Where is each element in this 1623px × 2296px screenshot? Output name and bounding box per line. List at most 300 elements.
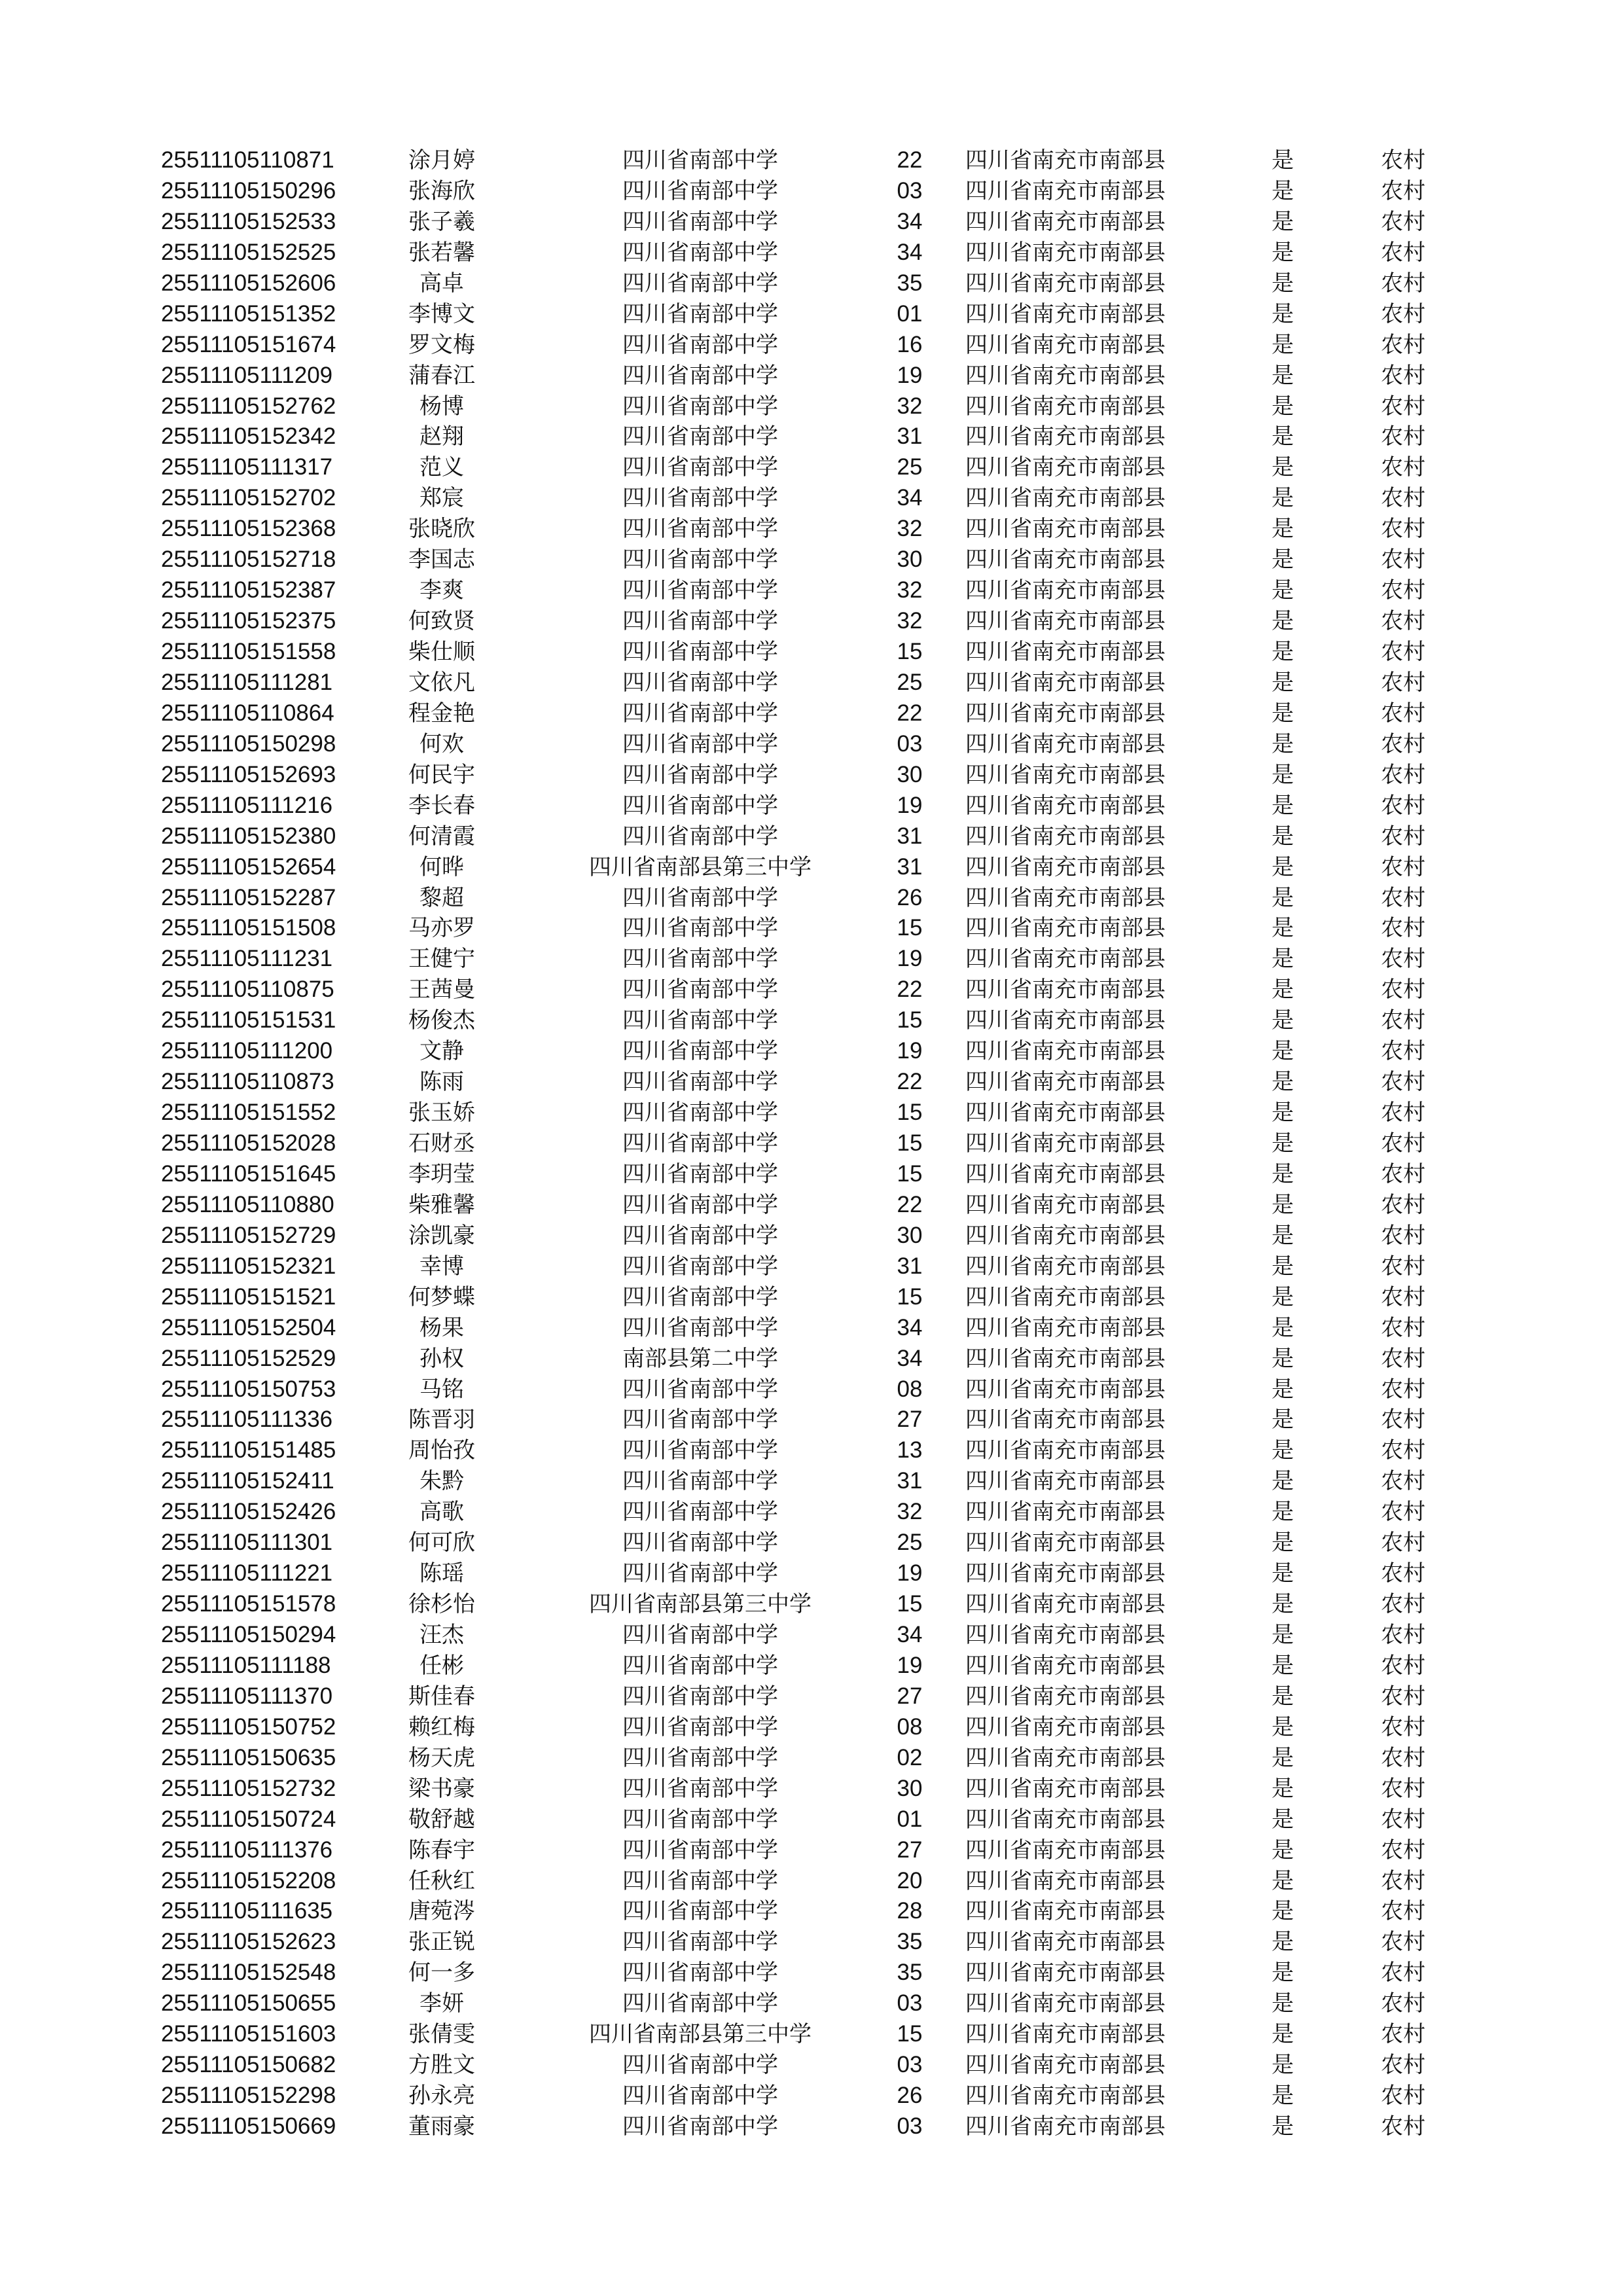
- status-cell: 是: [1272, 792, 1294, 819]
- status-cell: 是: [1272, 2021, 1294, 2048]
- table-row: [0, 330, 1623, 361]
- address-cell: 四川省南充市南部县: [965, 977, 1166, 1003]
- student-name-cell: 何梦蝶: [408, 1283, 475, 1310]
- class-cell: 22: [897, 1191, 923, 1217]
- household-type-cell: 农村: [1381, 1407, 1425, 1433]
- table-row: [0, 514, 1623, 545]
- school-cell: 四川省南部中学: [622, 1283, 778, 1310]
- class-cell: 34: [897, 1345, 923, 1371]
- class-cell: 26: [897, 2083, 923, 2109]
- status-cell: 是: [1272, 208, 1294, 235]
- address-cell: 四川省南充市南部县: [965, 730, 1166, 757]
- status-cell: 是: [1272, 823, 1294, 850]
- address-cell: 四川省南充市南部县: [965, 1007, 1166, 1034]
- table-row: [0, 361, 1623, 391]
- household-type-cell: 农村: [1381, 1100, 1425, 1126]
- class-cell: 34: [897, 208, 923, 234]
- class-cell: 32: [897, 577, 923, 603]
- status-cell: 是: [1272, 1499, 1294, 1526]
- school-cell: 四川省南部中学: [622, 823, 778, 850]
- household-type-cell: 农村: [1381, 1775, 1425, 1802]
- student-name-cell: 斯佳春: [408, 1683, 475, 1710]
- student-id-cell: 25511105152606: [161, 270, 336, 296]
- class-cell: 15: [897, 639, 923, 664]
- class-cell: 19: [897, 1560, 923, 1587]
- table-row: [0, 1067, 1623, 1098]
- address-cell: 四川省南充市南部县: [965, 485, 1166, 512]
- class-cell: 31: [897, 423, 923, 450]
- status-cell: 是: [1272, 761, 1294, 788]
- student-name-cell: 何欢: [419, 730, 464, 757]
- table-row: [0, 1651, 1623, 1681]
- household-type-cell: 农村: [1381, 485, 1425, 512]
- school-cell: 四川省南部中学: [622, 177, 778, 204]
- address-cell: 四川省南充市南部县: [965, 1437, 1166, 1464]
- table-row: [0, 1558, 1623, 1589]
- student-name-cell: 赖红梅: [408, 1713, 475, 1740]
- school-cell: 四川省南部中学: [622, 1376, 778, 1403]
- address-cell: 四川省南充市南部县: [965, 547, 1166, 573]
- table-row: [0, 422, 1623, 452]
- table-row: [0, 606, 1623, 637]
- student-name-cell: 王茜曼: [408, 977, 475, 1003]
- class-cell: 34: [897, 485, 923, 511]
- household-type-cell: 农村: [1381, 393, 1425, 420]
- class-cell: 03: [897, 2113, 923, 2139]
- school-cell: 四川省南部中学: [622, 915, 778, 942]
- address-cell: 四川省南充市南部县: [965, 2113, 1166, 2140]
- status-cell: 是: [1272, 177, 1294, 204]
- table-row: [0, 1313, 1623, 1344]
- table-row: [0, 2111, 1623, 2142]
- school-cell: 四川省南部中学: [622, 485, 778, 512]
- address-cell: 四川省南充市南部县: [965, 823, 1166, 850]
- student-name-cell: 汪杰: [419, 1622, 464, 1648]
- address-cell: 四川省南充市南部县: [965, 239, 1166, 266]
- student-id-cell: 25511105150298: [161, 730, 336, 757]
- student-id-cell: 25511105152411: [161, 1468, 334, 1494]
- household-type-cell: 农村: [1381, 1622, 1425, 1648]
- student-id-cell: 25511105151645: [161, 1160, 336, 1187]
- class-cell: 15: [897, 1130, 923, 1156]
- student-id-cell: 25511105152298: [161, 2083, 336, 2109]
- class-cell: 27: [897, 1837, 923, 1863]
- status-cell: 是: [1272, 1038, 1294, 1065]
- class-cell: 34: [897, 1622, 923, 1647]
- household-type-cell: 农村: [1381, 1806, 1425, 1833]
- status-cell: 是: [1272, 2113, 1294, 2140]
- status-cell: 是: [1272, 362, 1294, 389]
- student-id-cell: 25511105111216: [161, 792, 333, 818]
- address-cell: 四川省南充市南部县: [965, 1530, 1166, 1556]
- status-cell: 是: [1272, 884, 1294, 911]
- address-cell: 四川省南充市南部县: [965, 1837, 1166, 1863]
- household-type-cell: 农村: [1381, 1437, 1425, 1464]
- student-id-cell: 25511105152208: [161, 1867, 336, 1893]
- table-row: [0, 1958, 1623, 1988]
- student-name-cell: 陈晋羽: [408, 1407, 475, 1433]
- address-cell: 四川省南充市南部县: [965, 577, 1166, 604]
- student-name-cell: 何民宇: [408, 761, 475, 788]
- address-cell: 四川省南充市南部县: [965, 331, 1166, 358]
- class-cell: 15: [897, 1007, 923, 1033]
- table-row: [0, 545, 1623, 575]
- household-type-cell: 农村: [1381, 1038, 1425, 1065]
- address-cell: 四川省南充市南部县: [965, 1100, 1166, 1126]
- table-row: [0, 821, 1623, 852]
- table-row: [0, 729, 1623, 760]
- student-id-cell: 25511105152342: [161, 423, 336, 450]
- status-cell: 是: [1272, 1007, 1294, 1034]
- school-cell: 四川省南部中学: [622, 1806, 778, 1833]
- class-cell: 25: [897, 1530, 923, 1556]
- student-name-cell: 涂凯豪: [408, 1222, 475, 1249]
- address-cell: 四川省南充市南部县: [965, 608, 1166, 635]
- school-cell: 四川省南部中学: [622, 792, 778, 819]
- school-cell: 四川省南部中学: [622, 1652, 778, 1679]
- student-name-cell: 杨俊杰: [408, 1007, 475, 1034]
- student-id-cell: 25511105110875: [161, 977, 334, 1003]
- household-type-cell: 农村: [1381, 1191, 1425, 1218]
- address-cell: 四川省南充市南部县: [965, 1652, 1166, 1679]
- household-type-cell: 农村: [1381, 1530, 1425, 1556]
- class-cell: 22: [897, 1069, 923, 1095]
- status-cell: 是: [1272, 270, 1294, 296]
- status-cell: 是: [1272, 1130, 1294, 1157]
- status-cell: 是: [1272, 1100, 1294, 1126]
- school-cell: 四川省南部中学: [622, 1867, 778, 1894]
- student-id-cell: 25511105152548: [161, 1960, 336, 1986]
- table-row: [0, 1344, 1623, 1374]
- status-cell: 是: [1272, 639, 1294, 665]
- table-row: [0, 1466, 1623, 1497]
- class-cell: 34: [897, 1314, 923, 1340]
- household-type-cell: 农村: [1381, 608, 1425, 635]
- student-id-cell: 25511105111188: [161, 1652, 331, 1678]
- status-cell: 是: [1272, 423, 1294, 450]
- school-cell: 四川省南部中学: [622, 1960, 778, 1986]
- student-name-cell: 蒲春江: [408, 362, 475, 389]
- address-cell: 四川省南充市南部县: [965, 1191, 1166, 1218]
- student-id-cell: 25511105152718: [161, 547, 336, 573]
- address-cell: 四川省南充市南部县: [965, 1160, 1166, 1187]
- table-row: [0, 299, 1623, 330]
- student-name-cell: 何一多: [408, 1960, 475, 1986]
- status-cell: 是: [1272, 1837, 1294, 1863]
- class-cell: 34: [897, 239, 923, 265]
- status-cell: 是: [1272, 1591, 1294, 1618]
- student-id-cell: 25511105150635: [161, 1744, 336, 1770]
- status-cell: 是: [1272, 1069, 1294, 1096]
- table-row: [0, 1497, 1623, 1528]
- student-id-cell: 25511105110880: [161, 1191, 334, 1217]
- address-cell: 四川省南充市南部县: [965, 1990, 1166, 2017]
- student-name-cell: 张晓欣: [408, 516, 475, 543]
- address-cell: 四川省南充市南部县: [965, 516, 1166, 543]
- table-row: [0, 637, 1623, 668]
- student-id-cell: 25511105111231: [161, 946, 333, 972]
- student-id-cell: 25511105111336: [161, 1407, 333, 1433]
- household-type-cell: 农村: [1381, 1222, 1425, 1249]
- class-cell: 28: [897, 1898, 923, 1924]
- household-type-cell: 农村: [1381, 977, 1425, 1003]
- school-cell: 四川省南部中学: [622, 1468, 778, 1495]
- school-cell: 四川省南部中学: [622, 423, 778, 450]
- address-cell: 四川省南充市南部县: [965, 1683, 1166, 1710]
- student-name-cell: 张子羲: [408, 208, 475, 235]
- class-cell: 15: [897, 1591, 923, 1617]
- school-cell: 四川省南部中学: [622, 208, 778, 235]
- status-cell: 是: [1272, 1191, 1294, 1218]
- household-type-cell: 农村: [1381, 454, 1425, 481]
- student-id-cell: 25511105151578: [161, 1591, 336, 1617]
- school-cell: 四川省南部中学: [622, 1744, 778, 1771]
- household-type-cell: 农村: [1381, 2083, 1425, 2109]
- student-name-cell: 李玥莹: [408, 1160, 475, 1187]
- student-name-cell: 张海欣: [408, 177, 475, 204]
- table-row: [0, 1927, 1623, 1958]
- status-cell: 是: [1272, 1898, 1294, 1925]
- table-row: [0, 1743, 1623, 1774]
- address-cell: 四川省南充市南部县: [965, 1314, 1166, 1341]
- household-type-cell: 农村: [1381, 639, 1425, 665]
- student-id-cell: 25511105150296: [161, 177, 336, 204]
- status-cell: 是: [1272, 454, 1294, 481]
- student-id-cell: 25511105151603: [161, 2021, 336, 2047]
- student-id-cell: 25511105151674: [161, 331, 336, 357]
- student-name-cell: 陈瑶: [419, 1560, 464, 1587]
- address-cell: 四川省南充市南部县: [965, 1345, 1166, 1372]
- class-cell: 30: [897, 1222, 923, 1248]
- class-cell: 08: [897, 1713, 923, 1740]
- address-cell: 四川省南充市南部县: [965, 454, 1166, 481]
- student-id-cell: 25511105152654: [161, 853, 336, 880]
- student-name-cell: 李博文: [408, 300, 475, 327]
- table-row: [0, 1896, 1623, 1927]
- table-row: [0, 1866, 1623, 1897]
- student-name-cell: 周怡孜: [408, 1437, 475, 1464]
- status-cell: 是: [1272, 946, 1294, 973]
- student-id-cell: 25511105150753: [161, 1376, 336, 1402]
- school-cell: 四川省南部县第三中学: [589, 2021, 812, 2048]
- student-id-cell: 25511105152762: [161, 393, 336, 419]
- class-cell: 03: [897, 730, 923, 757]
- table-row: [0, 1620, 1623, 1651]
- class-cell: 22: [897, 977, 923, 1003]
- student-name-cell: 任秋红: [408, 1867, 475, 1894]
- status-cell: 是: [1272, 1622, 1294, 1648]
- household-type-cell: 农村: [1381, 1376, 1425, 1403]
- student-name-cell: 董雨豪: [408, 2113, 475, 2140]
- address-cell: 四川省南充市南部县: [965, 884, 1166, 911]
- student-name-cell: 涂月婷: [408, 147, 475, 173]
- class-cell: 30: [897, 1775, 923, 1801]
- class-cell: 27: [897, 1683, 923, 1709]
- class-cell: 30: [897, 547, 923, 573]
- class-cell: 32: [897, 608, 923, 634]
- address-cell: 四川省南充市南部县: [965, 423, 1166, 450]
- student-name-cell: 张若馨: [408, 239, 475, 266]
- household-type-cell: 农村: [1381, 1345, 1425, 1372]
- address-cell: 四川省南充市南部县: [965, 1468, 1166, 1495]
- table-row: [0, 1251, 1623, 1282]
- school-cell: 四川省南部中学: [622, 700, 778, 726]
- student-name-cell: 方胜文: [408, 2052, 475, 2079]
- student-id-cell: 25511105111281: [161, 669, 333, 695]
- address-cell: 四川省南充市南部县: [965, 1499, 1166, 1526]
- household-type-cell: 农村: [1381, 1314, 1425, 1341]
- address-cell: 四川省南充市南部县: [965, 147, 1166, 173]
- student-id-cell: 25511105150294: [161, 1622, 336, 1647]
- address-cell: 四川省南充市南部县: [965, 2052, 1166, 2079]
- class-cell: 02: [897, 1744, 923, 1770]
- student-id-cell: 25511105152525: [161, 239, 336, 265]
- student-name-cell: 柴仕顺: [408, 639, 475, 665]
- school-cell: 四川省南部中学: [622, 362, 778, 389]
- status-cell: 是: [1272, 577, 1294, 604]
- student-id-cell: 25511105111370: [161, 1683, 333, 1709]
- address-cell: 四川省南充市南部县: [965, 393, 1166, 420]
- status-cell: 是: [1272, 1929, 1294, 1956]
- school-cell: 四川省南部中学: [622, 1437, 778, 1464]
- table-row: [0, 238, 1623, 268]
- school-cell: 四川省南部中学: [622, 761, 778, 788]
- school-cell: 四川省南部中学: [622, 2052, 778, 2079]
- status-cell: 是: [1272, 1713, 1294, 1740]
- class-cell: 08: [897, 1376, 923, 1402]
- class-cell: 35: [897, 1929, 923, 1955]
- student-id-cell: 25511105151552: [161, 1100, 336, 1126]
- table-row: [0, 1128, 1623, 1159]
- student-name-cell: 石财丞: [408, 1130, 475, 1157]
- student-name-cell: 幸博: [419, 1253, 464, 1280]
- household-type-cell: 农村: [1381, 1253, 1425, 1280]
- address-cell: 四川省南充市南部县: [965, 1560, 1166, 1587]
- student-id-cell: 25511105152380: [161, 823, 336, 849]
- student-name-cell: 孙永亮: [408, 2083, 475, 2109]
- student-id-cell: 25511105151531: [161, 1007, 336, 1033]
- school-cell: 四川省南部中学: [622, 1622, 778, 1648]
- status-cell: 是: [1272, 700, 1294, 726]
- class-cell: 03: [897, 2052, 923, 2078]
- table-row: [0, 176, 1623, 207]
- household-type-cell: 农村: [1381, 2113, 1425, 2140]
- student-name-cell: 马铭: [419, 1376, 464, 1403]
- household-type-cell: 农村: [1381, 1160, 1425, 1187]
- household-type-cell: 农村: [1381, 1713, 1425, 1740]
- household-type-cell: 农村: [1381, 1929, 1425, 1956]
- class-cell: 15: [897, 915, 923, 941]
- class-cell: 03: [897, 177, 923, 204]
- student-id-cell: 25511105111200: [161, 1038, 333, 1064]
- student-id-cell: 25511105151558: [161, 639, 336, 664]
- class-cell: 30: [897, 761, 923, 787]
- class-cell: 19: [897, 1652, 923, 1678]
- address-cell: 四川省南充市南部县: [965, 1867, 1166, 1894]
- household-type-cell: 农村: [1381, 1591, 1425, 1618]
- address-cell: 四川省南充市南部县: [965, 208, 1166, 235]
- student-name-cell: 何致贤: [408, 608, 475, 635]
- class-cell: 31: [897, 1468, 923, 1494]
- student-id-cell: 25511105152504: [161, 1314, 336, 1340]
- class-cell: 01: [897, 300, 923, 327]
- household-type-cell: 农村: [1381, 208, 1425, 235]
- status-cell: 是: [1272, 1960, 1294, 1986]
- address-cell: 四川省南充市南部县: [965, 300, 1166, 327]
- student-id-cell: 25511105152387: [161, 577, 336, 603]
- household-type-cell: 农村: [1381, 300, 1425, 327]
- class-cell: 31: [897, 823, 923, 849]
- address-cell: 四川省南充市南部县: [965, 177, 1166, 204]
- status-cell: 是: [1272, 1345, 1294, 1372]
- status-cell: 是: [1272, 300, 1294, 327]
- address-cell: 四川省南充市南部县: [965, 2021, 1166, 2048]
- student-name-cell: 孙权: [419, 1345, 464, 1372]
- student-name-cell: 敬舒越: [408, 1806, 475, 1833]
- address-cell: 四川省南充市南部县: [965, 700, 1166, 726]
- status-cell: 是: [1272, 1744, 1294, 1771]
- student-name-cell: 王健宁: [408, 946, 475, 973]
- school-cell: 四川省南部中学: [622, 1837, 778, 1863]
- status-cell: 是: [1272, 1468, 1294, 1495]
- student-id-cell: 25511105152028: [161, 1130, 336, 1156]
- school-cell: 四川省南部中学: [622, 977, 778, 1003]
- student-id-cell: 25511105152426: [161, 1499, 336, 1525]
- student-table: [0, 145, 1623, 2142]
- class-cell: 26: [897, 884, 923, 910]
- status-cell: 是: [1272, 485, 1294, 512]
- school-cell: 四川省南部中学: [622, 1713, 778, 1740]
- status-cell: 是: [1272, 547, 1294, 573]
- student-name-cell: 文静: [419, 1038, 464, 1065]
- student-id-cell: 25511105152729: [161, 1222, 336, 1248]
- table-row: [0, 913, 1623, 944]
- school-cell: 四川省南部中学: [622, 147, 778, 173]
- household-type-cell: 农村: [1381, 884, 1425, 911]
- status-cell: 是: [1272, 516, 1294, 543]
- school-cell: 南部县第二中学: [622, 1345, 778, 1372]
- school-cell: 四川省南部中学: [622, 1007, 778, 1034]
- student-name-cell: 杨博: [419, 393, 464, 420]
- address-cell: 四川省南充市南部县: [965, 2083, 1166, 2109]
- class-cell: 19: [897, 362, 923, 388]
- table-row: [0, 575, 1623, 606]
- student-id-cell: 25511105110871: [161, 147, 334, 173]
- status-cell: 是: [1272, 915, 1294, 942]
- table-row: [0, 1435, 1623, 1466]
- school-cell: 四川省南部中学: [622, 1499, 778, 1526]
- status-cell: 是: [1272, 1160, 1294, 1187]
- status-cell: 是: [1272, 1990, 1294, 2017]
- address-cell: 四川省南充市南部县: [965, 669, 1166, 696]
- address-cell: 四川省南充市南部县: [965, 792, 1166, 819]
- table-row: [0, 1282, 1623, 1313]
- student-id-cell: 25511105152702: [161, 485, 336, 511]
- address-cell: 四川省南充市南部县: [965, 853, 1166, 880]
- table-row: [0, 852, 1623, 883]
- student-name-cell: 范义: [419, 454, 464, 481]
- school-cell: 四川省南部中学: [622, 1560, 778, 1587]
- school-cell: 四川省南部中学: [622, 516, 778, 543]
- class-cell: 15: [897, 1100, 923, 1126]
- status-cell: 是: [1272, 1407, 1294, 1433]
- student-id-cell: 25511105111317: [161, 454, 333, 480]
- student-name-cell: 杨天虎: [408, 1744, 475, 1771]
- table-row: [0, 1159, 1623, 1190]
- student-id-cell: 25511105111301: [161, 1530, 333, 1556]
- table-row: [0, 207, 1623, 238]
- address-cell: 四川省南充市南部县: [965, 1253, 1166, 1280]
